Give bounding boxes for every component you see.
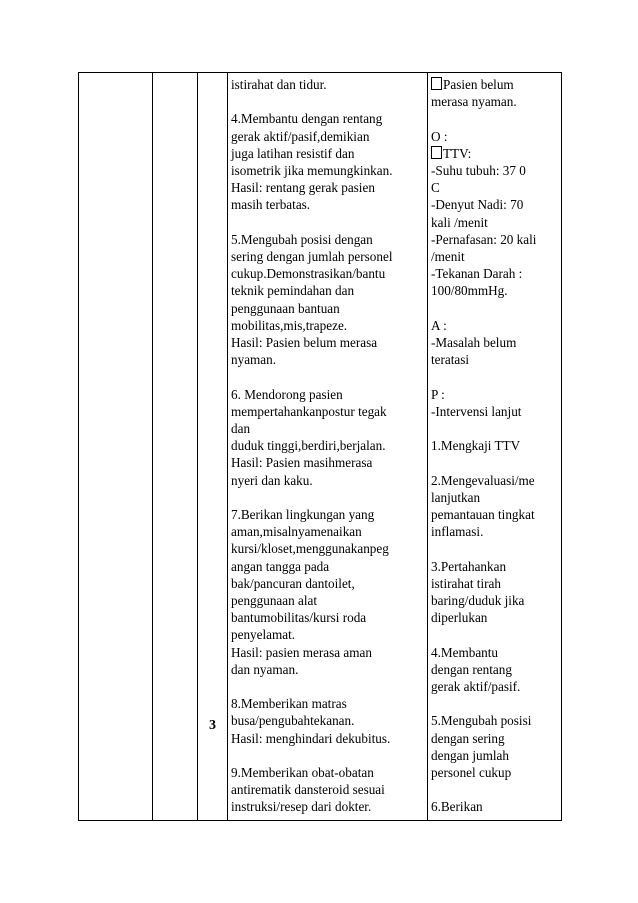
text-line	[231, 179, 427, 196]
line-text: bantumobilitas/kursi roda	[231, 610, 367, 626]
line-text: O :	[431, 128, 448, 144]
line-text: gerak aktif/pasif.	[431, 679, 521, 694]
row-number: 3	[209, 718, 216, 733]
line-text: kali /menit	[431, 214, 488, 230]
text-line	[231, 300, 427, 317]
text-line	[231, 437, 427, 454]
text-line	[431, 162, 561, 179]
line-text: bak/pancuran dantoilet,	[231, 575, 355, 591]
text-line	[431, 214, 561, 231]
line-text: Hasil: Pasien belum merasa	[231, 335, 378, 351]
blank-line	[431, 420, 561, 437]
line-text: Hasil: Pasien masihmerasa	[231, 455, 373, 471]
text-line	[431, 76, 561, 93]
text-line	[431, 334, 561, 351]
line-text: masih terbatas.	[231, 197, 311, 213]
text-line	[231, 540, 427, 557]
text-line	[431, 489, 561, 506]
blank-line	[231, 678, 427, 695]
text-line	[231, 265, 427, 282]
blank-line	[431, 110, 561, 127]
blank-line	[431, 368, 561, 385]
line-text: dan	[231, 421, 251, 437]
line-text: kursi/kloset,menggunakanpeg	[231, 541, 389, 557]
blank-line	[431, 781, 561, 798]
implementation-cell	[228, 73, 428, 821]
text-line	[231, 403, 427, 420]
line-text: Hasil: menghindari dekubitus.	[231, 730, 391, 746]
blank-line	[231, 214, 427, 231]
line-text: diperlukan	[431, 610, 488, 626]
line-text: Hasil: pasien merasa aman	[231, 644, 372, 660]
text-line	[431, 764, 561, 781]
blank-line	[431, 626, 561, 643]
line-text: -Tekanan Darah :	[431, 266, 523, 282]
text-line	[231, 661, 427, 678]
text-line	[431, 678, 561, 695]
text-line	[231, 282, 427, 299]
text-line	[231, 558, 427, 575]
text-line	[431, 386, 561, 403]
text-line	[431, 644, 561, 661]
line-text: juga latihan resistif dan	[231, 145, 355, 161]
text-line	[431, 592, 561, 609]
text-line	[431, 575, 561, 592]
line-text: aman,misalnyamenaikan	[231, 524, 362, 540]
line-text: -Intervensi lanjut	[431, 403, 522, 419]
text-line	[231, 386, 427, 403]
line-text: dan nyaman.	[231, 661, 299, 677]
text-line	[231, 712, 427, 729]
text-line	[431, 437, 561, 454]
text-line	[231, 798, 427, 815]
line-text: 9.Memberikan obat-obatan	[231, 765, 374, 781]
text-line	[231, 626, 427, 643]
line-text: dengan rentang	[431, 661, 512, 677]
line-text: penggunaan alat	[231, 593, 318, 609]
text-line	[231, 609, 427, 626]
text-line	[431, 351, 561, 368]
blank-line	[431, 540, 561, 557]
nursing-implementation-table	[78, 72, 562, 821]
line-text: personel cukup	[431, 765, 512, 780]
line-text: mobilitas,mis,trapeze.	[231, 317, 348, 333]
number-cell	[198, 73, 228, 821]
line-text: -Denyut Nadi: 70	[431, 197, 524, 213]
line-text: instruksi/resep dari dokter.	[231, 799, 372, 815]
text-line	[231, 162, 427, 179]
blank-line	[231, 368, 427, 385]
text-line	[231, 695, 427, 712]
line-text: 8.Memberikan matras	[231, 696, 347, 712]
line-text: /menit	[431, 249, 465, 265]
text-line	[231, 730, 427, 747]
line-text: duduk tinggi,berdiri,berjalan.	[231, 438, 386, 454]
line-text: angan tangga pada	[231, 558, 330, 574]
blank-line	[431, 454, 561, 471]
line-text: dengan jumlah	[431, 747, 510, 763]
line-text: nyaman.	[231, 352, 277, 368]
text-line	[431, 558, 561, 575]
line-text: istirahat tirah	[431, 575, 501, 591]
line-text: istirahat dan tidur.	[231, 77, 327, 92]
line-text: 7.Berikan lingkungan yang	[231, 507, 375, 523]
line-text: 5.Mengubah posisi	[431, 713, 532, 729]
empty-cell	[79, 73, 153, 821]
text-line	[431, 661, 561, 678]
line-text: penyelamat.	[231, 627, 296, 643]
text-line	[431, 179, 561, 196]
text-line	[431, 93, 561, 110]
blank-line	[231, 747, 427, 764]
line-text: 1.Mengkaji TTV	[431, 438, 521, 454]
text-line	[231, 575, 427, 592]
text-line	[231, 196, 427, 213]
text-line	[231, 523, 427, 540]
line-text: -Pernafasan: 20 kali	[431, 231, 537, 247]
line-text: isometrik jika memungkinkan.	[231, 163, 393, 178]
text-line	[431, 730, 561, 747]
text-line	[231, 110, 427, 127]
line-text: 5.Mengubah posisi dengan	[231, 231, 373, 247]
line-text: 2.Mengevaluasi/me	[431, 472, 535, 488]
text-line	[231, 644, 427, 661]
text-line	[231, 128, 427, 145]
line-text: merasa nyaman.	[431, 94, 517, 110]
text-line	[431, 248, 561, 265]
line-text: 100/80mmHg.	[431, 283, 508, 299]
line-text: gerak aktif/pasif,demikian	[231, 128, 370, 144]
line-text: cukup.Demonstrasikan/bantu	[231, 266, 386, 282]
line-text: busa/pengubahtekanan.	[231, 713, 355, 729]
text-line	[231, 145, 427, 162]
text-line	[431, 282, 561, 299]
line-text: pemantauan tingkat	[431, 507, 535, 522]
text-line	[231, 764, 427, 781]
line-text: C	[431, 180, 440, 196]
line-text: baring/duduk jika	[431, 593, 525, 608]
blank-line	[431, 300, 561, 317]
evaluation-cell	[428, 73, 562, 821]
text-line	[431, 231, 561, 248]
text-line	[431, 747, 561, 764]
line-text: penggunaan bantuan	[231, 300, 340, 316]
line-text: A :	[431, 317, 447, 333]
line-text: TTV:	[443, 145, 472, 161]
text-line	[431, 523, 561, 540]
line-text: inflamasi.	[431, 524, 484, 540]
text-line	[431, 317, 561, 334]
checkbox-glyph-icon	[431, 146, 442, 159]
line-text: sering dengan jumlah personel	[231, 249, 393, 264]
text-line	[231, 351, 427, 368]
line-text: 4.Membantu dengan rentang	[231, 111, 383, 127]
line-text: Pasien belum	[443, 77, 514, 92]
blank-line	[231, 489, 427, 506]
line-text: Hasil: rentang gerak pasien	[231, 180, 375, 196]
text-line	[431, 145, 561, 162]
text-line	[431, 609, 561, 626]
line-text: teratasi	[431, 352, 470, 368]
line-text: lanjutkan	[431, 489, 481, 505]
line-text: P :	[431, 386, 445, 402]
text-line	[231, 454, 427, 471]
text-line	[431, 403, 561, 420]
text-line	[231, 592, 427, 609]
text-line	[231, 472, 427, 489]
line-text: 3.Pertahankan	[431, 558, 507, 574]
text-line	[231, 506, 427, 523]
text-line	[431, 265, 561, 282]
checkbox-glyph-icon	[431, 77, 442, 90]
line-text: -Masalah belum	[431, 335, 517, 351]
text-line	[431, 472, 561, 489]
evaluation-text	[428, 73, 561, 816]
table-row	[79, 73, 562, 821]
text-line	[231, 317, 427, 334]
line-text: -Suhu tubuh: 37 0	[431, 163, 526, 178]
line-text: nyeri dan kaku.	[231, 472, 313, 488]
text-line	[231, 420, 427, 437]
implementation-text	[228, 73, 427, 816]
text-line	[431, 712, 561, 729]
text-line	[431, 506, 561, 523]
text-line	[231, 248, 427, 265]
line-text: mempertahankanpostur tegak	[231, 403, 387, 419]
text-line	[431, 798, 561, 815]
text-line	[231, 231, 427, 248]
line-text: 6.Berikan	[431, 799, 483, 815]
empty-cell	[153, 73, 198, 821]
text-line	[231, 76, 427, 93]
line-text: teknik pemindahan dan	[231, 283, 355, 299]
text-line	[231, 781, 427, 798]
line-text: 6. Mendorong pasien	[231, 386, 343, 402]
text-line	[431, 196, 561, 213]
text-line	[231, 334, 427, 351]
line-text: dengan sering	[431, 730, 505, 746]
line-text: antirematik dansteroid sesuai	[231, 782, 385, 798]
text-line	[431, 128, 561, 145]
blank-line	[231, 93, 427, 110]
blank-line	[431, 695, 561, 712]
line-text: 4.Membantu	[431, 644, 499, 660]
